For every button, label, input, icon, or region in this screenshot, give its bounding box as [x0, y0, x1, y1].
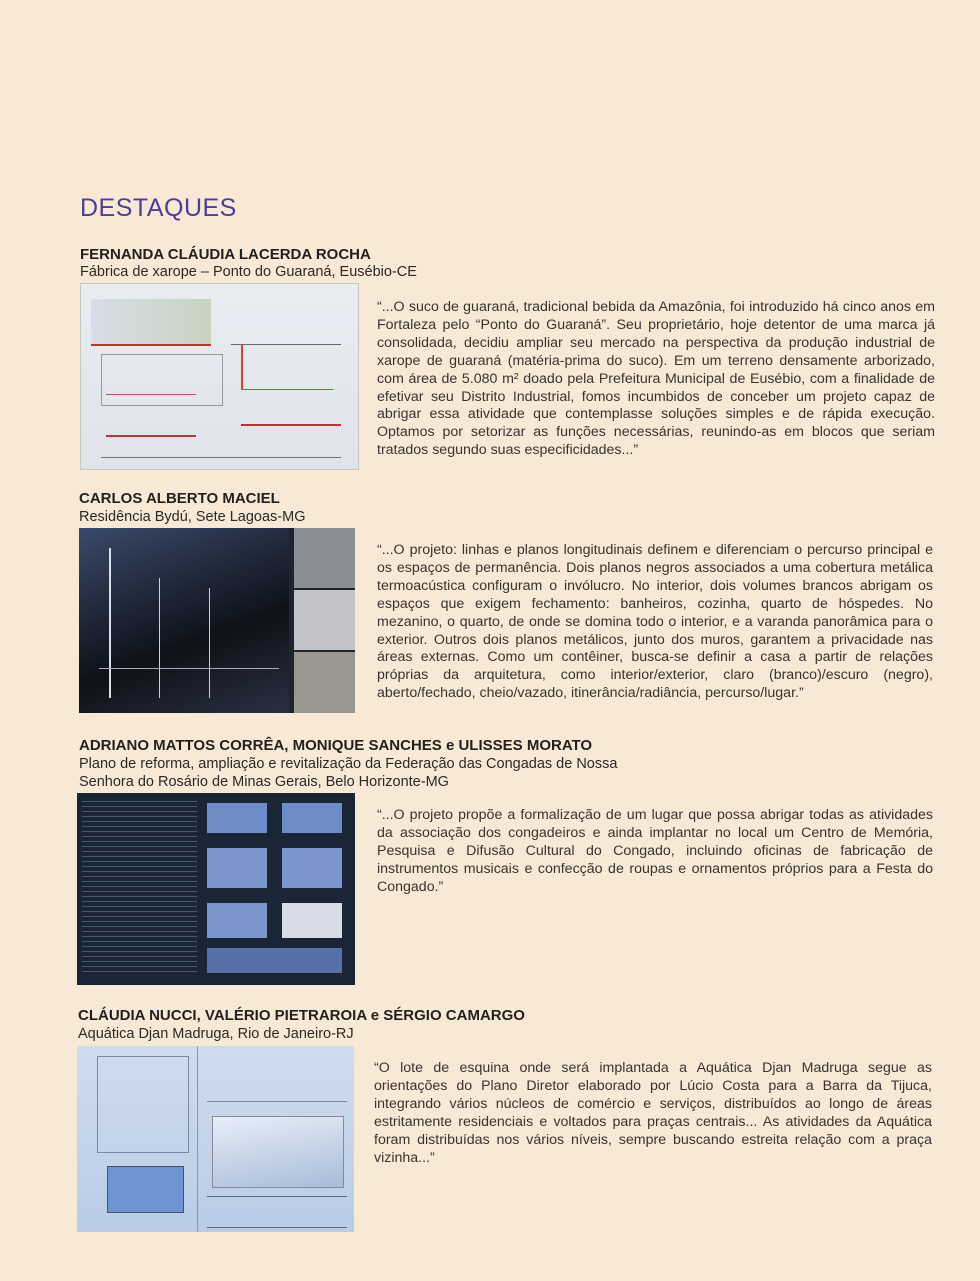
section-3-subtitle-line-2: Senhora do Rosário de Minas Gerais, Belo Horizonte-MG [79, 774, 449, 790]
section-1-quote: “...O suco de guaraná, tradicional bebida da Amazônia, foi introduzido há cinco anos em Fortaleza pelo “Ponto do Guaraná”. Seu proprietário, hoje detentor de uma marca já consolidada, decidiu ampliar seu mercado na perspectiva da produção industrial de xarope de guaraná (matéria-prima do suco). Em um terreno densamente arborizado, com área de 5.080 m² doado pela Prefeitura Municipal de Eusébio, com a finalidade de efetivar seu Distrito Industrial, fomos incumbidos de conceber um projeto capaz de abrigar essa atividade que contemplasse soluções simples e de rápida execução. Optamos por setorizar as funções necessárias, reunindo-as em blocos que seriam tratados segundo suas especificidades...” [377, 299, 935, 459]
section-1-project-image [80, 283, 359, 470]
section-2-author: CARLOS ALBERTO MACIEL [79, 490, 280, 507]
section-4-author: CLÁUDIA NUCCI, VALÉRIO PIETRAROIA e SÉRGIO CAMARGO [78, 1007, 525, 1024]
section-3-author: ADRIANO MATTOS CORRÊA, MONIQUE SANCHES e ULISSES MORATO [79, 737, 593, 754]
section-3-project-image [77, 793, 355, 985]
section-1-author: FERNANDA CLÁUDIA LACERDA ROCHA [80, 246, 371, 263]
page-title: DESTAQUES [80, 194, 237, 222]
section-3-quote: “...O projeto propõe a formalização de um lugar que possa abrigar todas as atividades da associação dos congadeiros e ainda implantar no local um Centro de Memória, Pesquisa e Difusão Cultural do Congado, incluindo oficinas de fabricação de instrumentos musicais e confecção de roupas e ornamentos próprios para a Festa do Congado.” [377, 807, 933, 895]
section-2-subtitle: Residência Bydú, Sete Lagoas-MG [79, 509, 306, 525]
section-4-quote: “O lote de esquina onde será implantada a Aquática Djan Madruga segue as orientações do Plano Diretor elaborado por Lúcio Costa para a Barra da Tijuca, integrando vários núcleos de comércio e serviços, distribuídos ao longo de áreas estritamente residenciais e voltados para praças centrais... As atividades da Aquática foram distribuídas nos vários níveis, sempre buscando estreita relação com a praça vizinha...” [374, 1060, 932, 1166]
section-4-subtitle: Aquática Djan Madruga, Rio de Janeiro-RJ [78, 1026, 354, 1042]
section-2-project-image [79, 528, 355, 713]
section-1-subtitle: Fábrica de xarope – Ponto do Guaraná, Eusébio-CE [80, 264, 417, 280]
section-3-subtitle-line-1: Plano de reforma, ampliação e revitalização da Federação das Congadas de Nossa [79, 756, 618, 772]
section-2-quote: “...O projeto: linhas e planos longitudinais definem e diferenciam o percurso principal e os espaços de permanência. Dois planos negros associados a uma cobertura metálica termoacústica configuram o invólucro. No interior, dois volumes brancos abrigam os espaços que exigem fechamento: banheiros, cozinha, quarto de hóspedes. No mezanino, o quarto, de onde se domina todo o interior, e a varanda panorâmica para o exterior. Outros dois planos metálicos, junto dos muros, garantem a privacidade nas áreas externas. Como um contêiner, busca-se definir a casa a partir de relações próprias da arquitetura, como interior/exterior, claro (branco)/escuro (negro), aberto/fechado, cheio/vazado, itinerância/radiância, percurso/lugar.” [377, 542, 933, 702]
section-4-project-image [77, 1046, 354, 1232]
